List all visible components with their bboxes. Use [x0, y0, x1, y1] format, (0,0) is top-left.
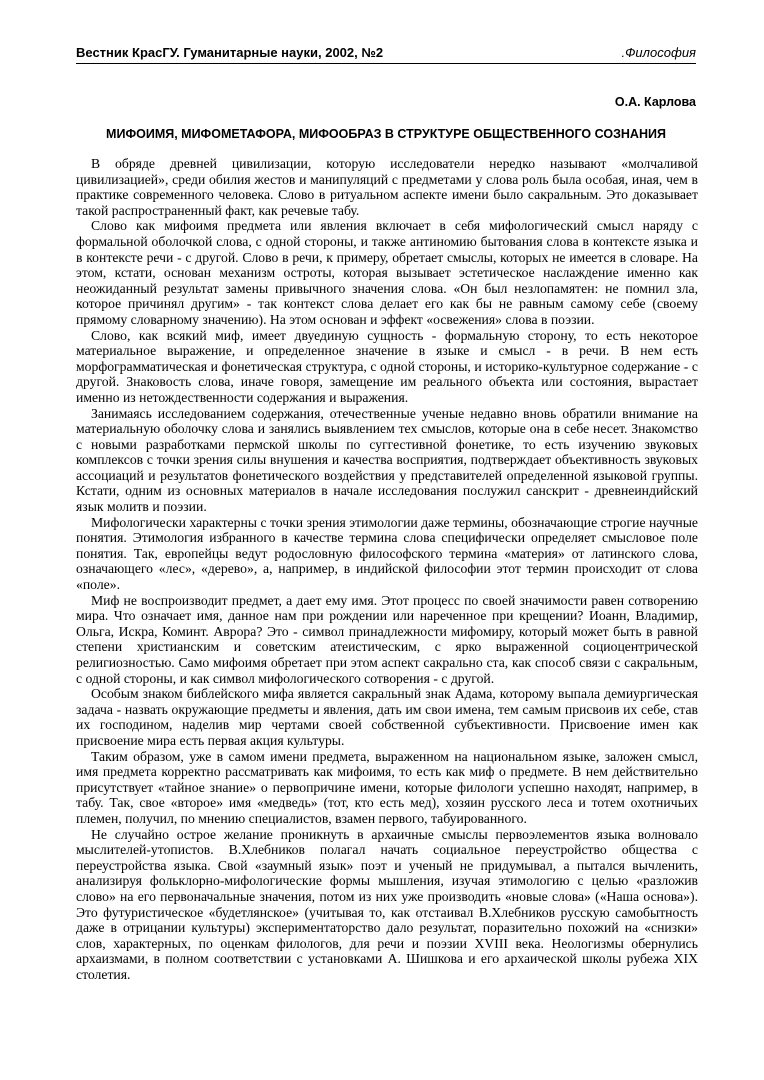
paragraph: Особым знаком библейского мифа является сакральный знак Адама, которому выпала демиургическая задача - назвать окружающие предметы и явления, дать им свои имена, тем самым присвоив их себе, став их господином, наделив мир чертами своей собственной субъективности. Присвоение имен как присвоение мира есть первая акция культуры. — [76, 686, 698, 748]
paragraph: В обряде древней цивилизации, которую исследователи нередко называют «молчаливой цивилизацией», среди обилия жестов и манипуляций с предметами у слова роль была особая, иная, чем в практике современного человека. Слово в ритуальном аспекте имени было сакральным. Это доказывает такой распространенный факт, как речевые табу. — [76, 156, 698, 218]
paragraph: Миф не воспроизводит предмет, а дает ему имя. Этот процесс по своей значимости равен сотворению мира. Что означает имя, данное нам при рождении или нареченное при крещении? Иоанн, Владимир, Ольга, Искра, Коминт. Аврора? Это - символ принадлежности мифомиру, который может быть в равной степени христианским и советским атеистическим, с ярко выраженной социоцентрической религиозностью. Само мифоимя обретает при этом аспект сакрально ста, как способ связи с сакральным, с одной стороны, и как символ мифологического сотворения - с другой. — [76, 592, 698, 686]
article-title: МИФОИМЯ, МИФОМЕТАФОРА, МИФООБРАЗ В СТРУКТУРЕ ОБЩЕСТВЕННОГО СОЗНАНИЯ — [106, 127, 666, 141]
author-name: О.А. Карлова — [614, 95, 696, 109]
section-name: .Философия — [621, 45, 696, 60]
paragraph: Таким образом, уже в самом имени предмета, выраженном на национальном языке, заложен смысл, имя предмета корректно рассматривать как мифоимя, то есть как миф о предмете. В нем действительно присутствует «тайное знание» о первопричине имени, которые филологи успешно находят, например, в табу. Так, свое «второе» имя «медведь» (тот, кто есть мед), хозяин русского леса и тотем охотничьих племен, получил, по мнению специалистов, взамен первого, табуированного. — [76, 748, 698, 826]
paragraph: Слово как мифоимя предмета или явления включает в себя мифологический смысл наряду с формальной оболочкой слова, с одной стороны, и также антиномию бытования слова в контексте языка и в контексте речи - с другой. Слово в речи, к примеру, обретает смыслы, которых не имеется в словаре. На этом, кстати, основан механизм остроты, которая вызывает эстетическое наслаждение именно как неожиданный результат замены привычного значения слова. «Он был незлопамятен: не помнил зла, которое причинял другим» - так контекст слова делает его как бы не равным самому себе (своему прямому словарному значению). На этом основан и эффект «освежения» слова в поэзии. — [76, 218, 698, 327]
article-body — [76, 156, 698, 982]
paragraph: Мифологически характерны с точки зрения этимологии даже термины, обозначающие строгие научные понятия. Этимология избранного в качестве термина слова специфически определяет смысловое поле понятия. Так, европейцы ведут родословную философского термина «материя» от латинского слова, означающего «лес», «дерево», а, например, в индийской философии этот термин происходит от слова «поле». — [76, 514, 698, 593]
paragraph: Не случайно острое желание проникнуть в архаичные смыслы первоэлементов языка волновало мыслителей-утопистов. В.Хлебников полагал начать социальное переустройство общества с переустройства языка. Свой «заумный язык» поэт и ученый не придумывал, а пытался вычленить, анализируя фольклорно-мифологические формы мышления, изучая этимологию с целью «разложив слово» на его первоначальные значения, потом из них уже производить «новые слова» («Наша основа»). Это футуристическое «будетлянское» (учитывая то, как отстаивал В.Хлебников русскую самобытность даже в отрицании культуры) экспериментаторство дало результат, поразительно похожий на «снизки» слов, характерных, по оценкам филологов, для речи и поэзии XVIII века. Неологизмы обернулись архаизмами, в полном соответствии с установками А. Шишкова и его архаической школы рубежа XIX столетия. — [76, 826, 698, 982]
paragraph: Слово, как всякий миф, имеет двуединую сущность - формальную сторону, то есть некоторое материальное выражение, и определенное значение в языке и смысл - в речи. В нем есть морфограмматическая и фонетическая структура, с одной стороны, и историко-культурное содержание - с другой. Знаковость слова, иначе говоря, замещение им реального объекта или состояния, вырастает именно из нетождественности содержания и выражения. — [76, 327, 698, 405]
journal-title: Вестник КрасГУ. Гуманитарные науки, 2002, №2 — [76, 45, 384, 60]
running-header — [76, 43, 696, 64]
paragraph: Занимаясь исследованием содержания, отечественные ученые недавно вновь обратили внимание на материальную оболочку слова и занялись выявлением тех смыслов, которые она в себе несет. Знакомство с новыми разработками пермской школы по суггестивной фонетике, то есть изучению звуковых комплексов с точки зрения силы внушения и качества восприятия, подтверждает объективность звуковых ассоциаций и результатов фонетического воздействия у представителей определенной языковой группы. Кстати, одним из основных материалов в начале исследования послужил санскрит - древнеиндийский язык молитв и поэзии. — [76, 405, 698, 515]
